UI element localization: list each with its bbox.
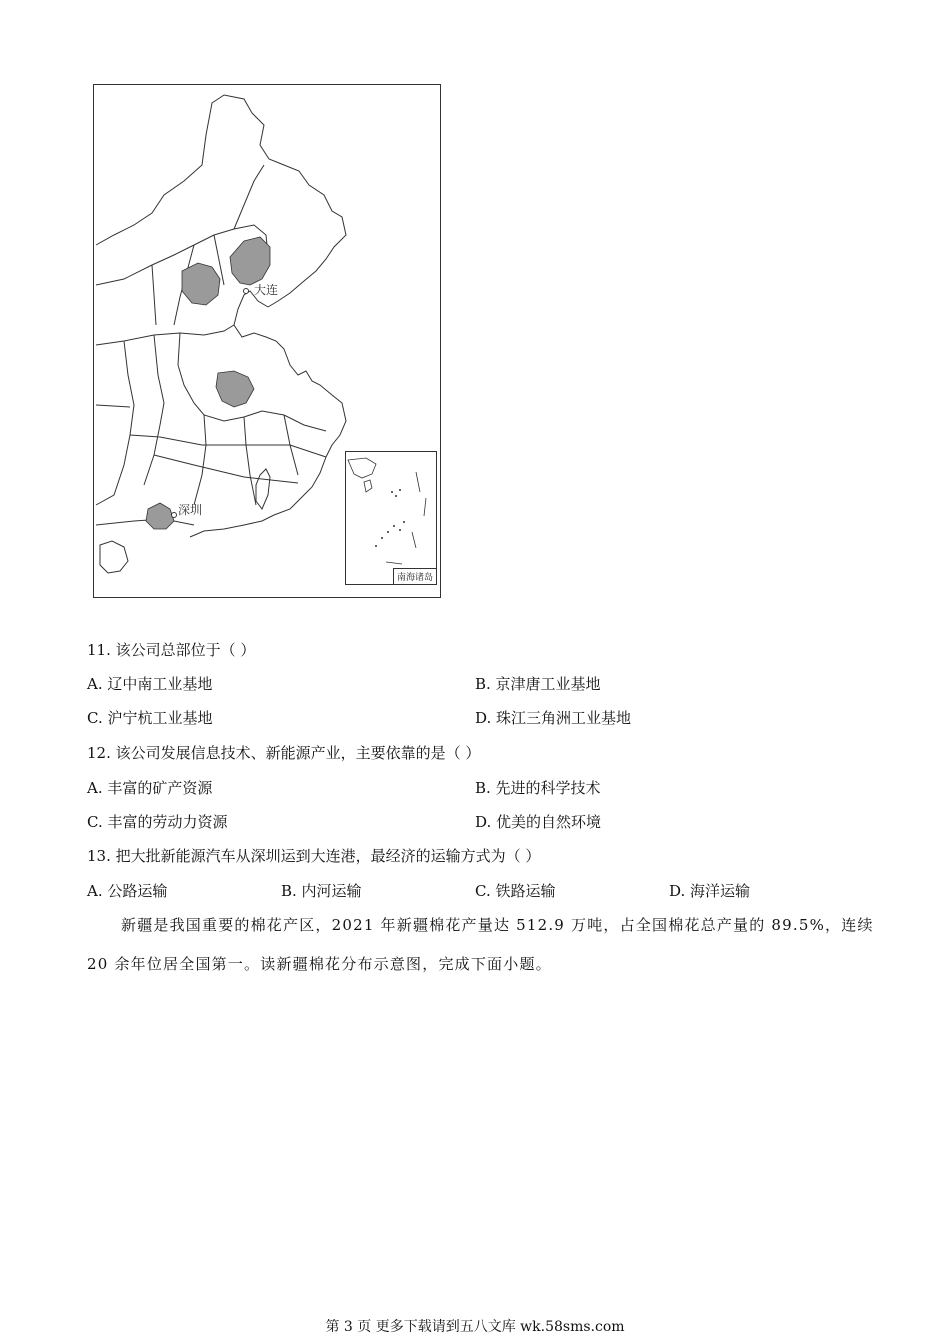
china-map-figure [93, 84, 441, 598]
base-liaozhongnan [230, 237, 270, 285]
inset-label: 南海诸岛 [393, 568, 436, 584]
shenzhen-label: 深圳 [178, 503, 203, 517]
inset-drawing [346, 452, 436, 584]
question-13-option-d: D. 海洋运输 [669, 882, 751, 900]
question-12-option-d: D. 优美的自然环境 [475, 813, 602, 831]
question-12-option-a: A. 丰富的矿产资源 [87, 779, 213, 797]
south-china-sea-inset [345, 451, 437, 585]
question-12-stem: 12. 该公司发展信息技术、新能源产业，主要依靠的是（ ） [87, 744, 481, 762]
hainan-island [100, 541, 128, 573]
question-11-stem: 11. 该公司总部位于（ ） [87, 641, 256, 659]
passage-line-1: 新疆是我国重要的棉花产区，2021 年新疆棉花产量达 512.9 万吨，占全国棉花总产量的 89.5%，连续 [121, 916, 874, 934]
question-13-option-a: A. 公路运输 [87, 882, 168, 900]
dalian-point [244, 289, 249, 294]
question-11-option-a: A. 辽中南工业基地 [87, 675, 213, 693]
base-zhusanjiao [146, 503, 174, 529]
base-jingjintang [182, 263, 220, 305]
taiwan-island [256, 469, 270, 509]
base-huninghang [216, 371, 254, 407]
page-footer: 第 3 页 更多下载请到五八文库 wk.58sms.com [325, 1319, 625, 1335]
shenzhen-point [172, 513, 177, 518]
question-12-option-b: B. 先进的科学技术 [475, 779, 601, 797]
question-12-option-c: C. 丰富的劳动力资源 [87, 813, 228, 831]
question-11-option-d: D. 珠江三角洲工业基地 [475, 709, 632, 727]
northeast-border [96, 95, 346, 307]
question-11-option-c: C. 沪宁杭工业基地 [87, 709, 213, 727]
question-13-stem: 13. 把大批新能源汽车从深圳运到大连港，最经济的运输方式为（ ） [87, 847, 541, 865]
question-11-option-b: B. 京津唐工业基地 [475, 675, 601, 693]
province-lines-central [96, 325, 326, 505]
question-13-option-b: B. 内河运输 [281, 882, 362, 900]
coast-bohai [190, 291, 346, 537]
question-13-option-c: C. 铁路运输 [475, 882, 556, 900]
dalian-label: 大连 [254, 283, 279, 297]
passage-line-2: 20 余年位居全国第一。读新疆棉花分布示意图，完成下面小题。 [87, 955, 552, 973]
